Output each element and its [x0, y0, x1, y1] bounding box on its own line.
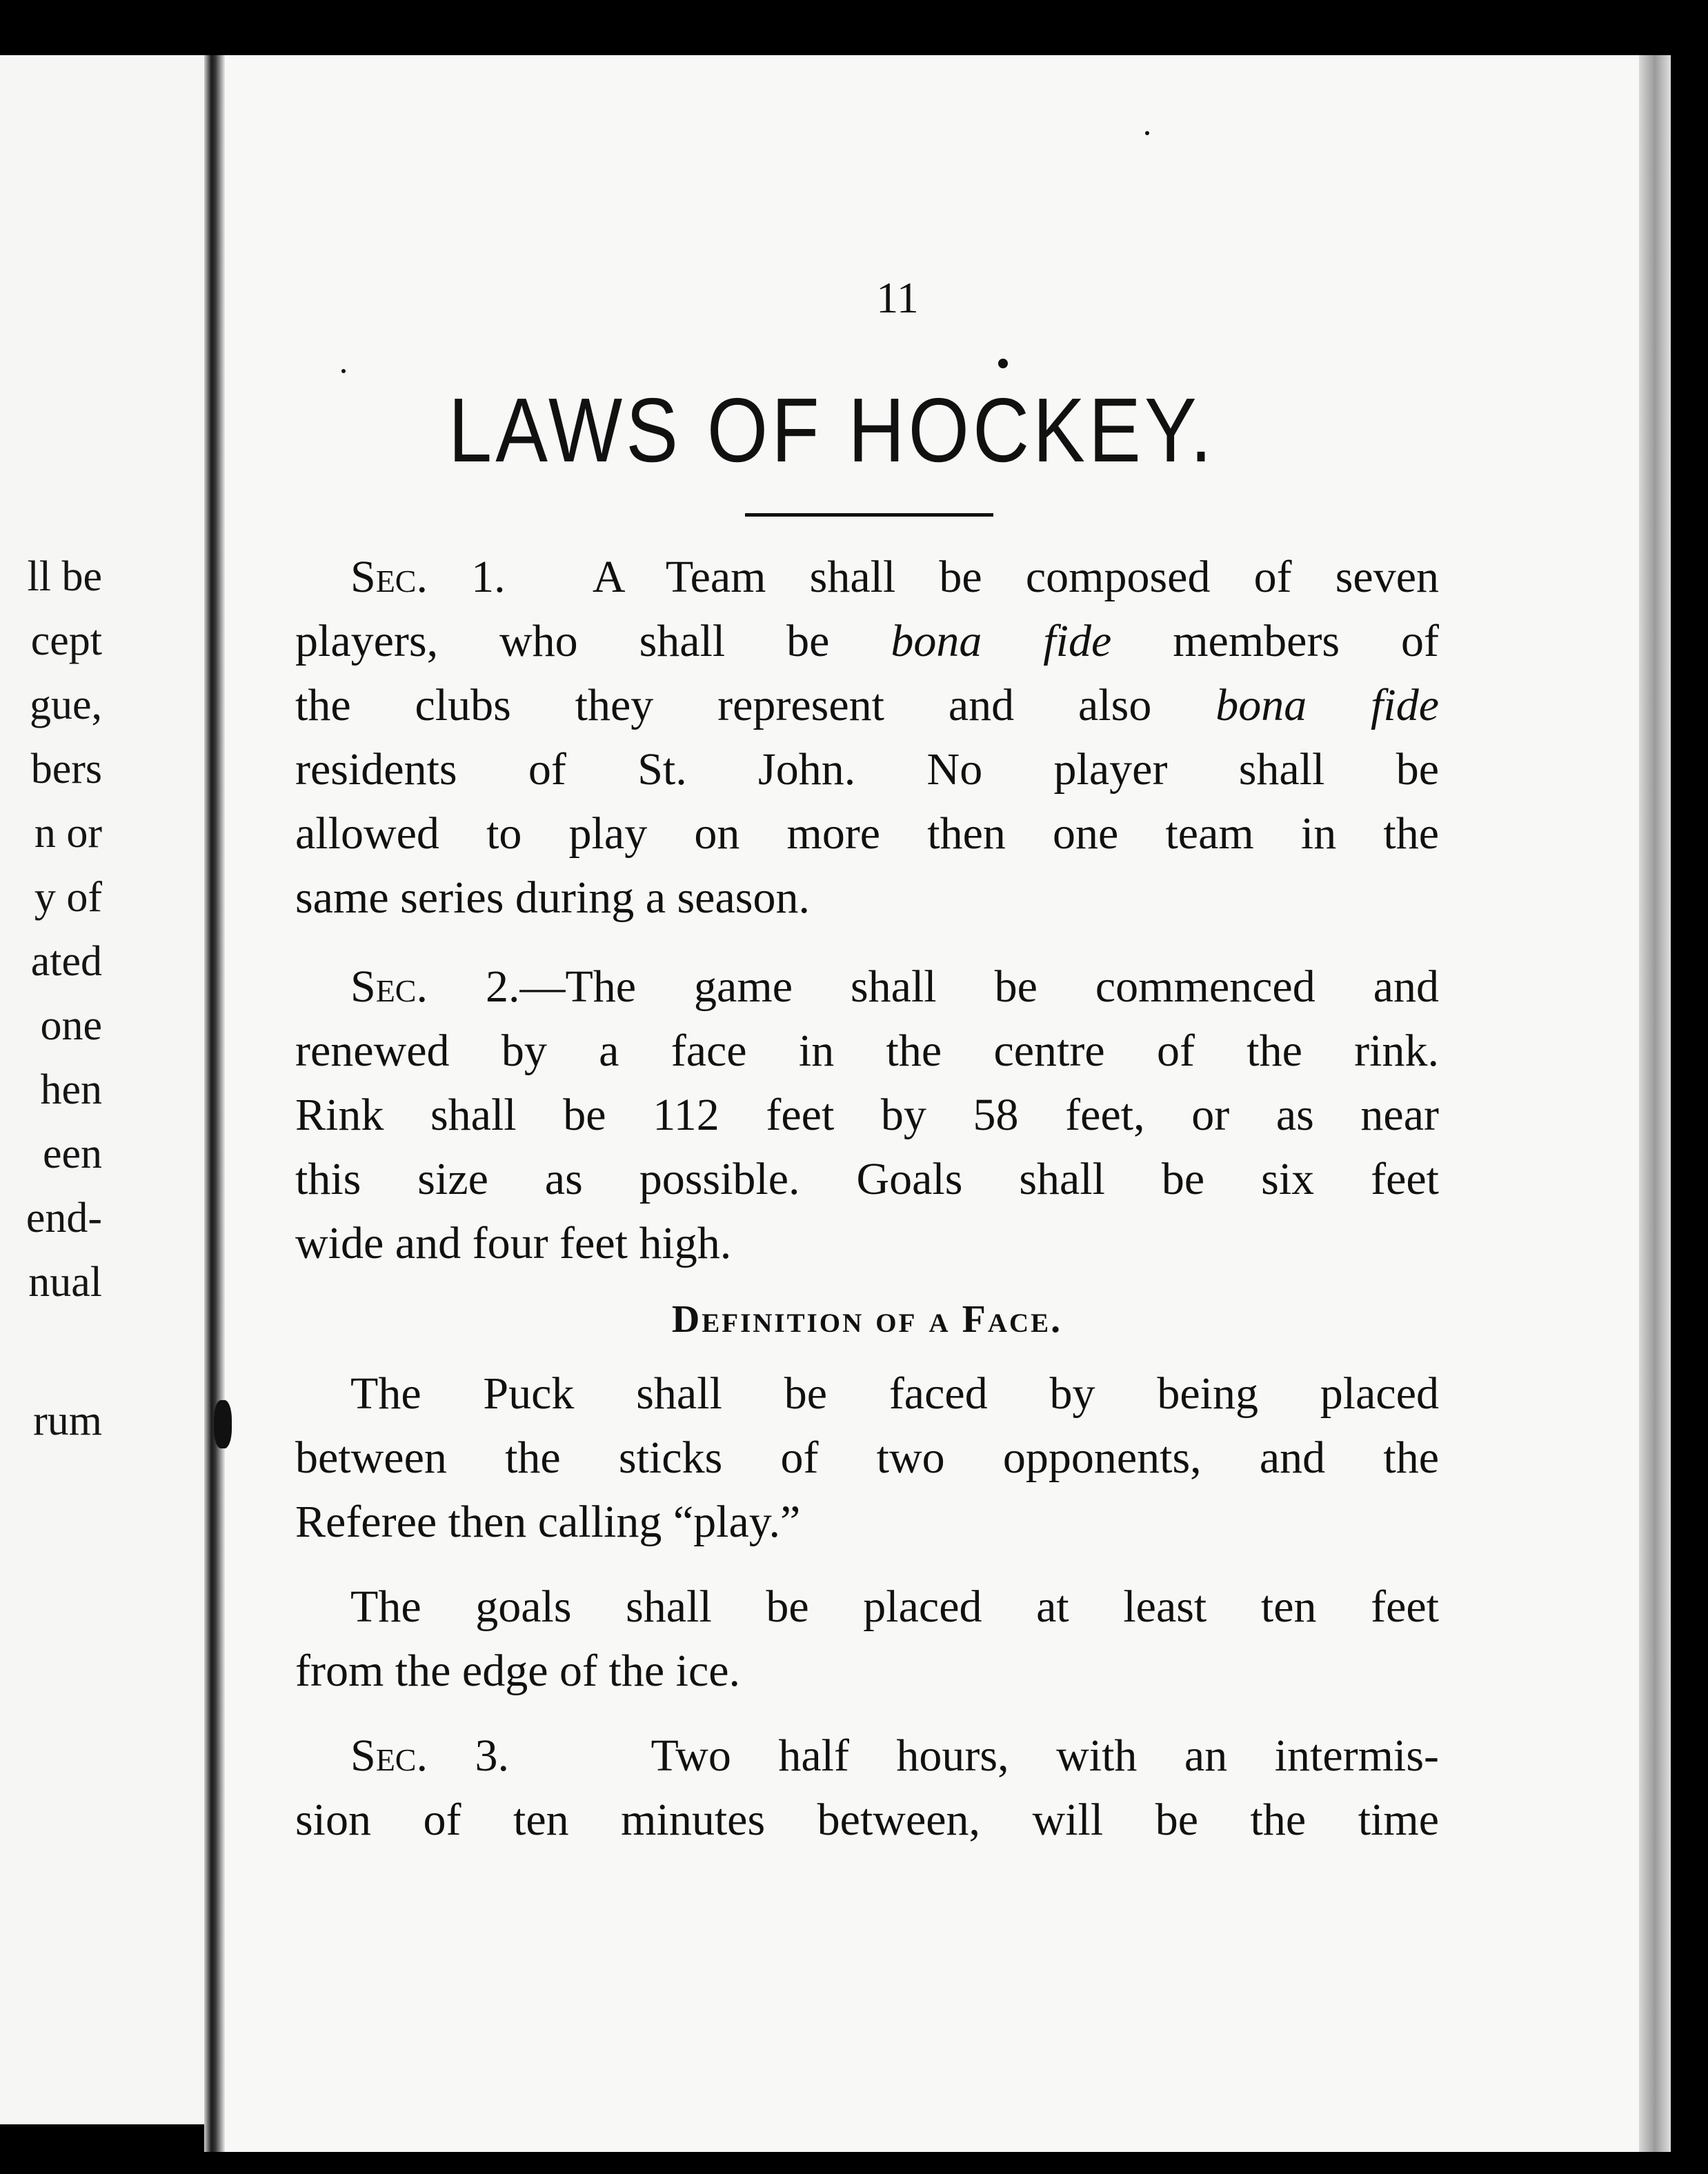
ink-speck [1145, 131, 1149, 135]
face-definition [295, 1362, 1439, 1554]
previous-page-line: ated [30, 938, 102, 985]
ink-speck [998, 359, 1008, 368]
previous-page-line: y of [34, 874, 102, 921]
previous-page-line: cept [30, 617, 102, 664]
text-span: A Team shall be composed of seven [592, 552, 1439, 602]
text-line: renewed by a face in the centre of the rink. [295, 1026, 1439, 1076]
ink-speck [341, 369, 346, 373]
text-line: wide and four feet high. [295, 1218, 732, 1268]
text-span: players, who shall be [295, 616, 830, 666]
previous-page-line: een [42, 1130, 102, 1177]
text-line [295, 673, 1439, 737]
italic-text: bona fide [1215, 680, 1440, 730]
text-line: Rink shall be 112 feet by 58 feet, or as near [295, 1090, 1439, 1140]
page-edge [1639, 55, 1671, 2152]
page-title: LAWS OF HOCKEY. [448, 379, 1215, 481]
title-rule [745, 513, 993, 517]
text-line [295, 545, 1439, 609]
text-line: The Puck shall be faced by being placed [350, 1368, 1439, 1419]
previous-page [0, 55, 207, 2124]
text-line [295, 1724, 1439, 1788]
ink-speck [214, 1400, 232, 1448]
section-heading: Definition of a Face. [671, 1298, 1063, 1341]
spacer [295, 1554, 1439, 1575]
page-number: 11 [876, 273, 919, 322]
previous-page-line: n or [34, 810, 102, 857]
text-span: —The game shall be commenced and [519, 961, 1439, 1012]
text-line [295, 955, 1439, 1019]
text-span: the clubs they represent and also [295, 680, 1152, 730]
text-line [295, 609, 1439, 673]
previous-page-line: end- [26, 1195, 102, 1241]
text-span: Two half hours, with an intermis- [651, 1731, 1439, 1781]
text-line: allowed to play on more then one team in the [295, 808, 1439, 859]
section-label: Sec. 2. [350, 961, 520, 1012]
previous-page-line: one [40, 1002, 102, 1049]
spacer [0, 1315, 102, 1389]
section-2 [295, 955, 1439, 1275]
text-line: from the edge of the ice. [295, 1646, 741, 1696]
goals-rule [295, 1575, 1439, 1703]
body-text [295, 545, 1439, 1852]
spacer [295, 1703, 1439, 1724]
text-line: residents of St. John. No player shall be [295, 744, 1439, 795]
previous-page-line: hen [40, 1066, 102, 1113]
section-3 [295, 1724, 1439, 1852]
previous-page-line: ll be [27, 553, 102, 600]
previous-page-line: nual [28, 1259, 102, 1306]
text-line: same series during a season. [295, 872, 810, 923]
book-gutter [204, 55, 225, 2152]
section-label: Sec. 3. [350, 1731, 509, 1781]
spacer [295, 930, 1439, 955]
italic-text: bona fide [891, 616, 1112, 666]
previous-page-line: gue, [29, 681, 102, 728]
section-label: Sec. 1. [350, 552, 506, 602]
text-line: between the sticks of two opponents, and the [295, 1433, 1439, 1483]
section-1 [295, 545, 1439, 930]
previous-page-text [0, 545, 102, 1453]
text-line: The goals shall be placed at least ten feet [350, 1582, 1439, 1632]
text-line: this size as possible. Goals shall be six feet [295, 1154, 1439, 1204]
text-span: members of [1173, 616, 1440, 666]
text-line: Referee then calling “play.” [295, 1497, 801, 1547]
text-line: sion of ten minutes between, will be the time [295, 1795, 1439, 1845]
previous-page-line: bers [30, 746, 102, 792]
previous-page-line: rum [33, 1397, 102, 1444]
